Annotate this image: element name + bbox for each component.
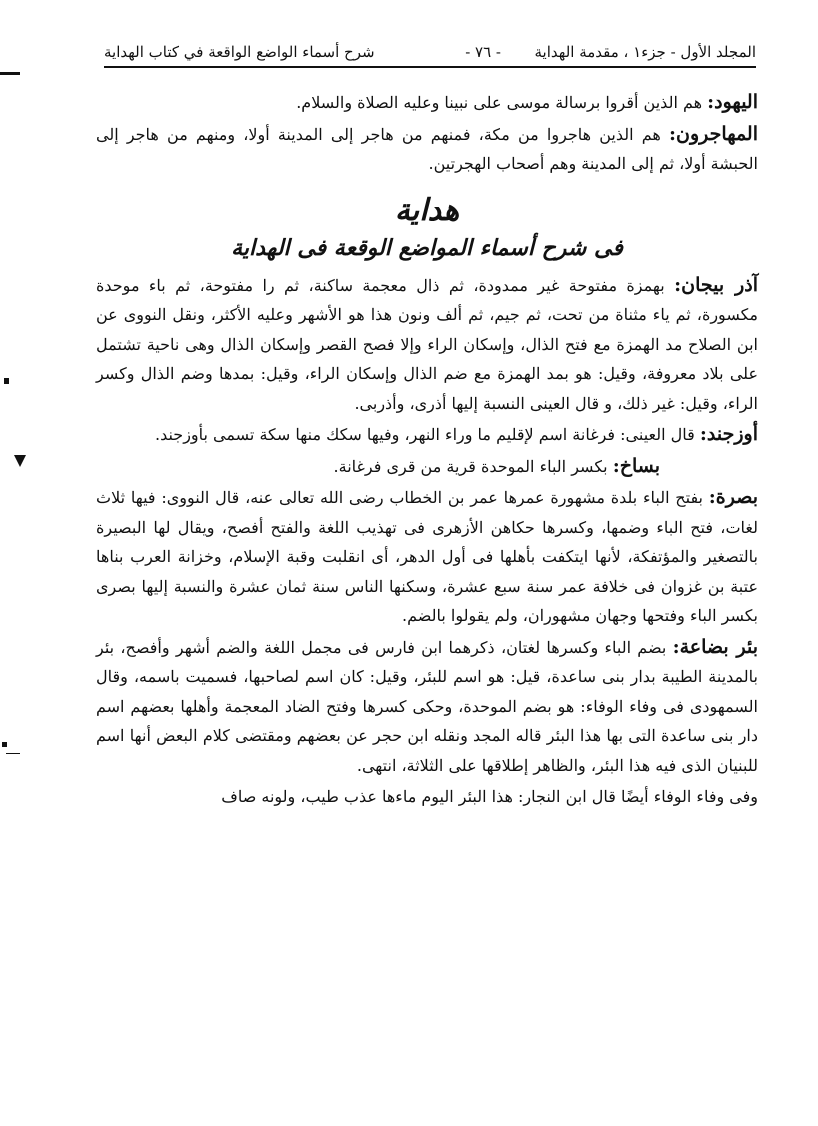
entry-text: قال العينى: فرغانة اسم لإقليم ما وراء النهر، وفيها سكك منها سكة تسمى بأوزجند. bbox=[154, 425, 700, 444]
entry-paragraph bbox=[96, 420, 758, 450]
entry-text: هم الذين أقروا برسالة موسى على نبينا وعليه الصلاة والسلام. bbox=[296, 93, 708, 112]
section-subtitle: فى شرح أسماء المواضع الوقعة فى الهداية bbox=[231, 234, 623, 261]
entry-text: بهمزة مفتوحة غير ممدودة، ثم ذال معجمة ساكنة، ثم را مفتوحة، ثم باء موحدة مكسورة، ثم ياء مثناة من تحت، ثم جيم، ثم ألف ونون هذا هو الأشهر وعليه الأكثر، ونقل النووى عن ابن الصلاح مد الهمزة مع فتح الذال، وإسكان الراء وإلا فصح القصر وإسكان الذال وهى ناحية تشتمل على بلاد معروفة، وقيل: هو بمد الهمزة مع ضم الذال وإسكان الراء، وقيل: بمدها وضم الذال وكسر الراء، وقيل: غير ذلك، و قال العينى النسبة إليها أذرى، وأذربى. bbox=[96, 275, 758, 413]
entry-paragraph bbox=[96, 120, 758, 179]
entry-term: أوزجند: bbox=[699, 423, 758, 445]
entry-term: آذر بيجان: bbox=[674, 273, 758, 296]
entry-term: المهاجرون: bbox=[669, 122, 759, 145]
entry-paragraph bbox=[96, 88, 758, 118]
entry-term: اليهود: bbox=[707, 91, 758, 113]
header-book-title: شرح أسماء الواضع الواقعة في كتاب الهداية bbox=[104, 43, 375, 61]
entry-paragraph bbox=[96, 271, 758, 419]
continuation-paragraph: وفى وفاء الوفاء أيضًا قال ابن النجار: هذا البئر اليوم ماءها عذب طيب، ولونه صاف bbox=[221, 787, 758, 806]
entry-term: بساخ: bbox=[612, 454, 660, 477]
scan-artifact-mark bbox=[6, 753, 20, 754]
scan-artifact-mark bbox=[2, 742, 7, 747]
page-number: - ٧٦ - bbox=[465, 43, 501, 61]
entry-term: بصرة: bbox=[708, 486, 758, 508]
body-text bbox=[96, 88, 758, 814]
entry-text: هم الذين هاجروا من مكة، فمنهم من هاجر إلى المدينة أولا، ومنهم من هاجر إلى الحبشة أولا، ثم إلى المدينة وهم أصحاب الهجرتين. bbox=[96, 124, 758, 173]
running-header bbox=[104, 36, 756, 68]
entry-text: بكسر الباء الموحدة قرية من قرى فرغانة. bbox=[333, 456, 613, 476]
scan-artifact-triangle bbox=[14, 455, 26, 467]
scan-artifact-mark bbox=[4, 378, 9, 384]
entry-text: بضم الباء وكسرها لغتان، ذكرهما ابن فارس فى مجمل اللغة والضم أشهر وأفصح، بئر بالمدينة الطيبة بدار بنى ساعدة، قيل: هو اسم للبئر، وقيل: كان اسم لصاحبها، فسميت باسمه، وقال السمهودى فى وفاء الوفاء: هو بضم الموحدة، وحكى كسرها وفتح الضاد المعجمة وأهلها بعضهم اسم دار بنى ساعدة التى بها هذا البئر قاله المجد ونقله ابن حجر عن بعضهم ومقتضى كلام البعض أنها اسم للبنيان الذى فيه هذا البئر، والظاهر إطلاقها على الثلاثة، انتهى. bbox=[96, 637, 758, 775]
entry-paragraph bbox=[96, 633, 758, 781]
entry-paragraph bbox=[96, 483, 758, 631]
entry-term: بئر بضاعة: bbox=[672, 635, 758, 658]
entry-paragraph bbox=[96, 452, 758, 482]
section-title: هداية bbox=[394, 192, 460, 228]
header-volume-info: المجلد الأول - جزء١ ، مقدمة الهداية bbox=[534, 43, 756, 61]
entry-text: بفتح الباء بلدة مشهورة عمرها عمر بن الخطاب رضى الله تعالى عنه، قال النووى: فيها ثلاث لغات، فتح الباء وضمها، وكسرها حكاهن الأزهرى فى تهذيب اللغة والفتح أفصح، ويقال لها البصيرة بالتصغير والمؤتفكة، لأنها ايتكفت بأهلها فى أول الدهر، أى انقلبت وقبة الإسلام، وخزانة العرب بناها عتبة بن غزوان فى خلافة عمر سنة سبع عشرة، وسكنها الناس سنة ثمان عشرة والنسبة إليها بصرى بكسر الباء وفتحها وجهان مشهوران، ولم يقولوا بالضم. bbox=[96, 488, 758, 625]
scan-artifact-mark bbox=[0, 72, 20, 75]
